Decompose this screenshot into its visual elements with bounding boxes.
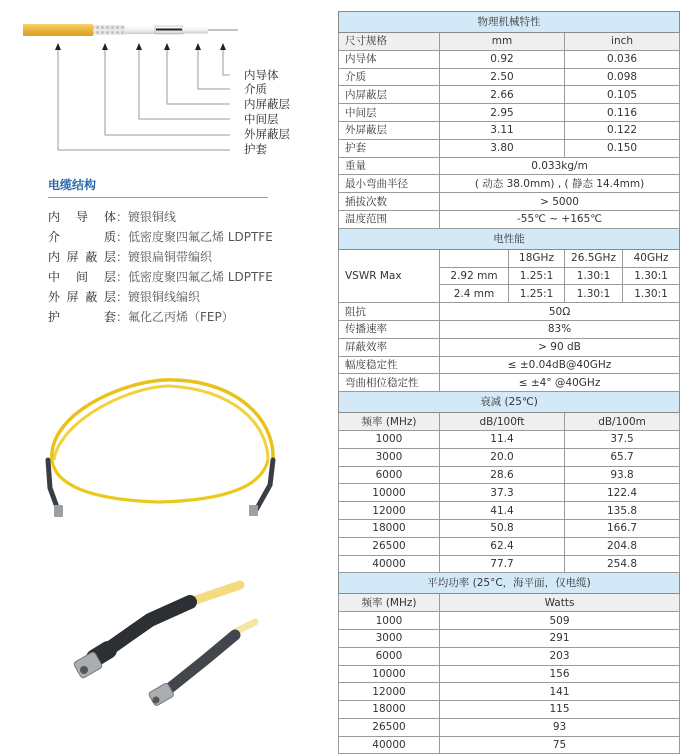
table-row: 屏蔽效率 > 90 dB	[339, 338, 680, 356]
vswr-label: VSWR Max	[339, 249, 440, 302]
table-row: 40000 77.7 254.8	[339, 555, 680, 573]
table-row: 内导体 0.92 0.036	[339, 50, 680, 68]
table-row: 弯曲相位稳定性 ≤ ±4° @40GHz	[339, 374, 680, 392]
label-dielectric: 介质	[244, 82, 267, 96]
table-row: 内屏蔽层 2.66 0.105	[339, 86, 680, 104]
table-row: 1000 509	[339, 612, 680, 630]
structure-item: 介质 ： 低密度聚四氟乙烯 LDPTFE	[48, 230, 273, 244]
table-row: 中间层 2.95 0.116	[339, 104, 680, 122]
table-row: 幅度稳定性 ≤ ±0.04dB@40GHz	[339, 356, 680, 374]
table-row: 12000 141	[339, 683, 680, 701]
vswr-freq-row: VSWR Max 18GHz 26.5GHz 40GHz	[339, 249, 680, 267]
table-row: 插拔次数 > 5000	[339, 193, 680, 211]
label-outer-shield: 外屏蔽层	[244, 127, 290, 141]
structure-item: 外屏蔽层 ： 镀银铜线编织	[48, 290, 201, 304]
table-row: 6000 203	[339, 647, 680, 665]
table-row: 介质 2.50 0.098	[339, 68, 680, 86]
spec-table	[338, 11, 680, 754]
label-middle-layer: 中间层	[244, 112, 279, 126]
table-header-row: 尺寸规格 mm inch	[339, 33, 680, 51]
table-row: 护套 3.80 0.150	[339, 139, 680, 157]
section-header-attenuation: 衰减 (25℃)	[339, 392, 680, 413]
table-row: 外屏蔽层 3.11 0.122	[339, 121, 680, 139]
vswr-row: 2.92 mm 1.25:1 1.30:1 1.30:1	[339, 267, 680, 285]
table-row: 18000 50.8 166.7	[339, 519, 680, 537]
table-row: 温度范围 -55℃ ~ +165℃	[339, 210, 680, 228]
structure-item: 护套 ： 氟化乙丙烯（FEP）	[48, 310, 234, 324]
structure-item: 内导体 ： 镀银铜线	[48, 210, 177, 224]
cable-structure-diagram	[0, 0, 320, 165]
structure-item: 内屏蔽层 ： 镀银扁铜带编织	[48, 250, 213, 264]
table-row: 26500 62.4 204.8	[339, 537, 680, 555]
table-row: 40000 75	[339, 736, 680, 754]
label-jacket: 护套	[244, 142, 267, 156]
table-row: 18000 115	[339, 701, 680, 719]
table-row: 1000 11.4 37.5	[339, 430, 680, 448]
table-row: 重量 0.033kg/m	[339, 157, 680, 175]
table-header-row: 频率 (MHz) dB/100ft dB/100m	[339, 413, 680, 431]
table-header-row: 频率 (MHz) Watts	[339, 594, 680, 612]
cable-structure-list	[48, 207, 273, 327]
section-header-electrical: 电性能	[339, 228, 680, 249]
table-row: 传播速率 83%	[339, 320, 680, 338]
table-row: 阻抗 50Ω	[339, 303, 680, 321]
section-header-physical: 物理机械特性	[339, 12, 680, 33]
section-header-power: 平均功率 (25°C，海平面，仅电缆)	[339, 573, 680, 594]
connector-closeup-photo	[40, 570, 320, 751]
table-row: 3000 291	[339, 629, 680, 647]
label-inner-conductor: 内导体	[244, 68, 279, 82]
table-row: 10000 156	[339, 665, 680, 683]
cable-assembly-photo	[30, 360, 320, 530]
table-row: 6000 28.6 93.8	[339, 466, 680, 484]
table-row: 最小弯曲半径 ( 动态 38.0mm) , ( 静态 14.4mm)	[339, 175, 680, 193]
table-row: 26500 93	[339, 718, 680, 736]
vswr-row: 2.4 mm 1.25:1 1.30:1 1.30:1	[339, 285, 680, 303]
table-row: 10000 37.3 122.4	[339, 484, 680, 502]
cable-structure-heading: 电缆结构	[48, 178, 97, 192]
heading-divider	[48, 197, 268, 198]
label-inner-shield: 内屏蔽层	[244, 97, 290, 111]
table-row: 12000 41.4 135.8	[339, 502, 680, 520]
structure-item: 中间层 ： 低密度聚四氟乙烯 LDPTFE	[48, 270, 273, 284]
table-row: 3000 20.0 65.7	[339, 448, 680, 466]
